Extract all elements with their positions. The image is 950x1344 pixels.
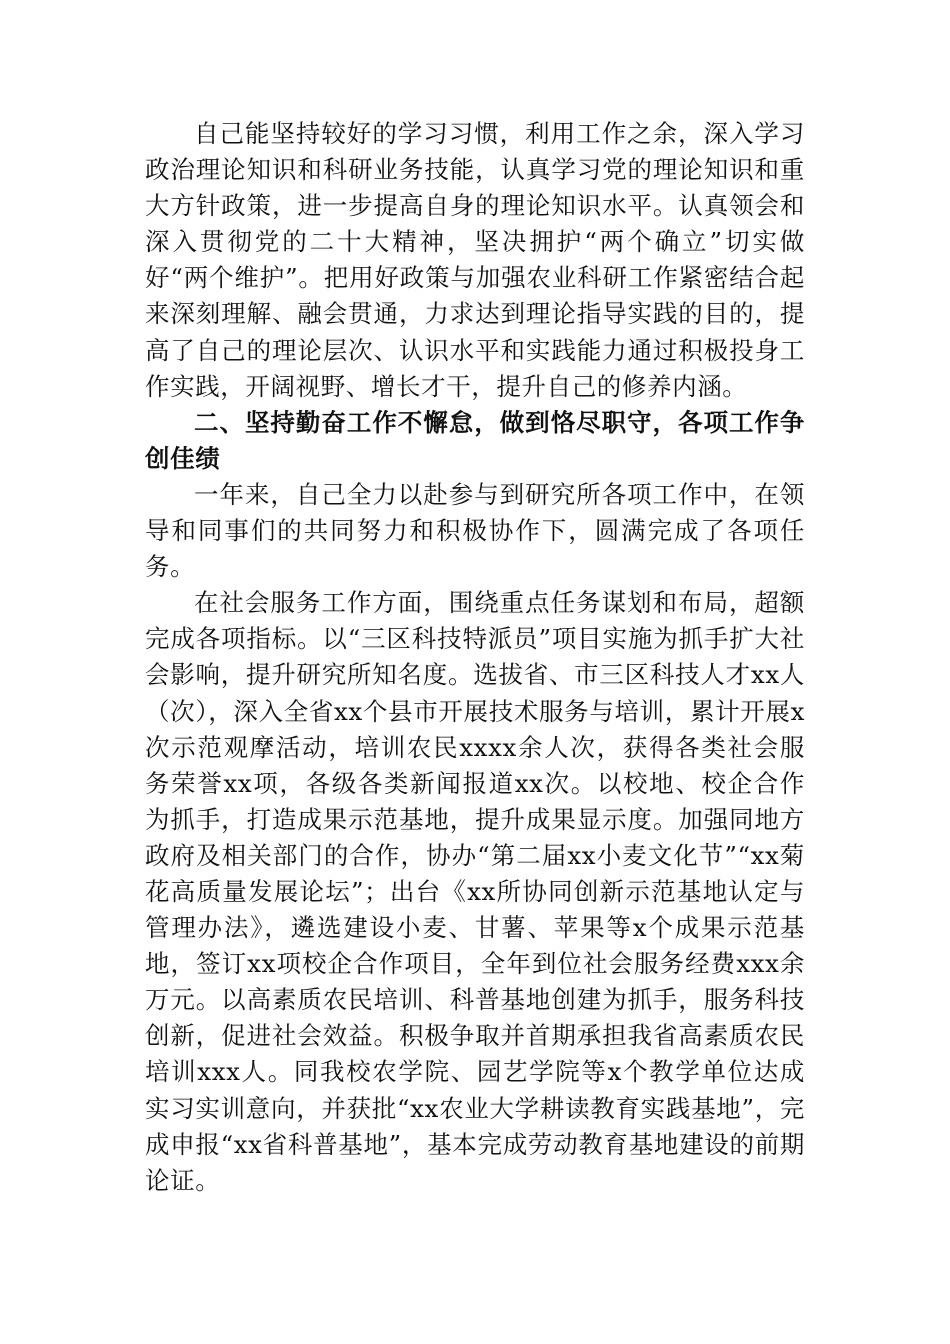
paragraph-study-habits: 自己能坚持较好的学习习惯，利用工作之余，深入学习政治理论知识和科研业务技能，认真学习党的理论知识和重大方针政策，进一步提高自身的理论知识水平。认真领会和深入贯彻党的二十大精神，坚决拥护“两个确立”切实做好“两个维护”。把用好政策与加强农业科研工作紧密结合起来深刻理解、融会贯通，力求达到理论指导实践的目的，提高了自己的理论层次、认识水平和实践能力通过积极投身工作实践，开阔视野、增长才干，提升自己的修养内涵。: [145, 119, 805, 401]
paragraph-social-service: 在社会服务工作方面，围绕重点任务谋划和布局，超额完成各项指标。以“三区科技特派员”项目实施为抓手扩大社会影响，提升研究所知名度。选拔省、市三区科技人才xx人（次），深入全省xx个县市开展技术服务与培训，累计开展x次示范观摩活动，培训农民xxxx余人次，获得各类社会服务荣誉xx项，各级各类新闻报道xx次。以校地、校企合作为抓手，打造成果示范基地，提升成果显示度。加强同地方政府及相关部门的合作，协办“第二届xx小麦文化节”“xx菊花高质量发展论坛”；出台《xx所协同创新示范基地认定与管理办法》，遴选建设小麦、甘薯、苹果等x个成果示范基地，签订xx项校企合作项目，全年到位社会服务经费xxx余万元。以高素质农民培训、科普基地创建为抓手，服务科技创新，促进社会效益。积极争取并首期承担我省高素质农民培训xxx人。同我校农学院、园艺学院等x个教学单位达成实习实训意向，并获批“xx农业大学耕读教育实践基地”，完成申报“xx省科普基地”，基本完成劳动教育基地建设的前期论证。: [145, 588, 805, 1195]
paragraph-year-summary: 一年来，自己全力以赴参与到研究所各项工作中，在领导和同事们的共同努力和积极协作下，圆满完成了各项任务。: [145, 479, 805, 582]
document-page: [145, 116, 805, 1199]
section-heading-2: 二、坚持勤奋工作不懈怠，做到恪尽职守，各项工作争创佳绩: [145, 407, 805, 473]
